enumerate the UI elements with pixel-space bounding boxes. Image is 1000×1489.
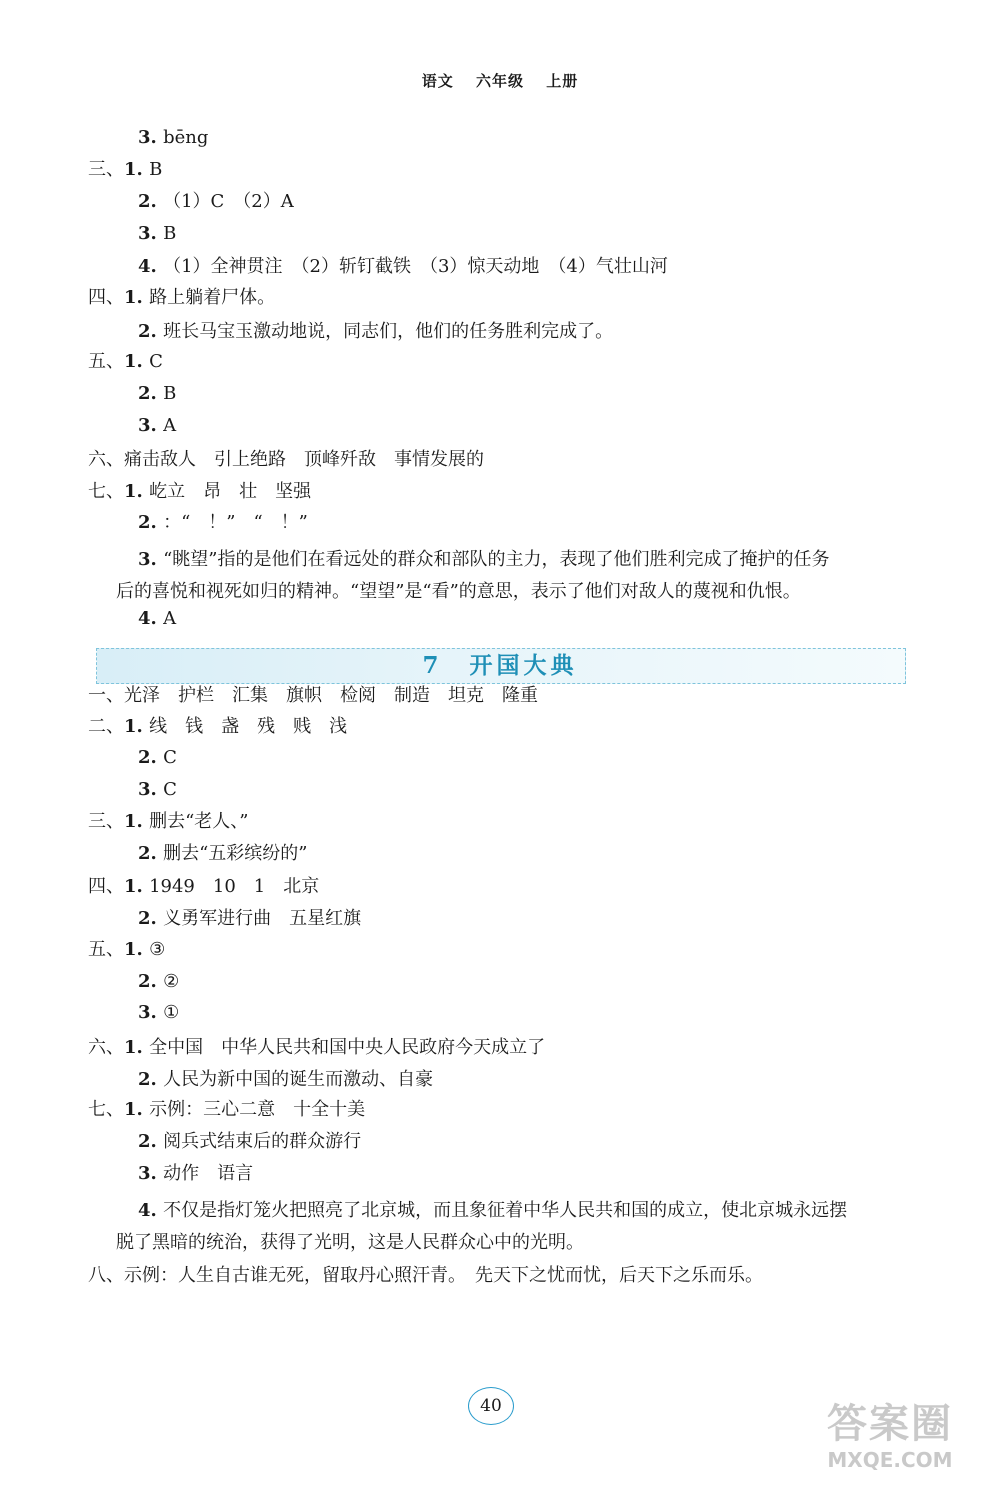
answer-line — [138, 778, 177, 802]
answer-text: 线 钱 盏 残 贱 浅 — [149, 716, 348, 737]
item-number-dot: . — [150, 971, 164, 992]
answer-line — [138, 548, 829, 572]
answer-text: C — [149, 351, 163, 372]
answer-text: 阅兵式结束后的群众游行 — [163, 1131, 362, 1152]
item-number: 1 — [124, 351, 137, 372]
question-label: 三、 — [88, 811, 124, 832]
answer-line — [88, 1098, 365, 1122]
answer-text: 班长马宝玉激动地说，同志们，他们的任务胜利完成了。 — [163, 321, 614, 342]
item-number: 3 — [138, 127, 151, 148]
item-number: 1 — [124, 811, 137, 832]
answer-line — [88, 875, 319, 899]
answer-text: A — [163, 415, 177, 436]
answer-text: 人民为新中国的诞生而激动、自豪 — [163, 1069, 434, 1090]
answer-text: ② — [163, 971, 180, 992]
question-label: 五、 — [88, 351, 124, 372]
answer-line — [138, 126, 208, 150]
answer-text: 全中国 中华人民共和国中央人民政府今天成立了 — [149, 1037, 546, 1058]
item-number: 2 — [138, 971, 151, 992]
item-number: 1 — [124, 939, 137, 960]
answer-line — [138, 511, 308, 535]
answer-text: 不仅是指灯笼火把照亮了北京城，而且象征着中华人民共和国的成立，使北京城永远摆 — [163, 1200, 848, 1221]
item-number-dot: . — [150, 321, 164, 342]
answer-text: 1949 10 1 北京 — [149, 876, 320, 897]
item-number-dot: . — [150, 779, 164, 800]
item-number-dot: . — [150, 1002, 164, 1023]
section-title: 7 开国大典 — [422, 652, 578, 679]
answer-line — [138, 190, 294, 214]
answer-text: “眺望”指的是他们在看远处的群众和部队的主力，表现了他们胜利完成了掩护的任务 — [163, 549, 830, 570]
item-number-dot: . — [150, 908, 164, 929]
answer-text: 示例：三心二意 十全十美 — [149, 1099, 366, 1120]
question-label: 二、 — [88, 716, 124, 737]
item-number-dot: . — [150, 512, 164, 533]
item-number-dot: . — [150, 191, 164, 212]
question-label: 三、 — [88, 159, 124, 180]
item-number: 4 — [138, 608, 151, 629]
answer-text: 义勇军进行曲 五星红旗 — [163, 908, 362, 929]
answer-text: 后的喜悦和视死如归的精神。“望望”是“看”的意思，表示了他们对敌人的蔑视和仇恨。 — [116, 581, 801, 602]
item-number-dot: . — [150, 747, 164, 768]
item-number-dot: . — [136, 351, 150, 372]
item-number: 3 — [138, 1002, 151, 1023]
answer-text: 删去“老人、” — [149, 811, 249, 832]
question-label: 一、 — [88, 685, 124, 706]
watermark-logo-text: 答案圈 — [827, 1401, 953, 1447]
answer-line — [116, 1231, 584, 1255]
item-number-dot: . — [150, 127, 164, 148]
answer-line — [138, 1199, 847, 1223]
item-number-dot: . — [150, 843, 164, 864]
item-number-dot: . — [150, 256, 164, 277]
question-label: 七、 — [88, 1099, 124, 1120]
header-term: 上册 — [546, 72, 579, 90]
item-number: 1 — [124, 1099, 137, 1120]
answer-line — [138, 842, 307, 866]
question-label: 六、 — [88, 1037, 124, 1058]
item-number: 2 — [138, 512, 151, 533]
answer-line — [138, 1130, 361, 1154]
answer-text: 屹立 昂 壮 坚强 — [149, 481, 312, 502]
answer-line — [138, 222, 176, 246]
item-number-dot: . — [136, 1037, 150, 1058]
answer-line — [88, 286, 275, 310]
item-number-dot: . — [136, 1099, 150, 1120]
item-number-dot: . — [136, 876, 150, 897]
answer-line — [88, 715, 347, 739]
watermark-url: MXQE.COM — [827, 1448, 953, 1472]
answer-line — [138, 255, 668, 279]
answer-text: A — [163, 608, 177, 629]
item-number: 3 — [138, 1163, 151, 1184]
item-number: 2 — [138, 321, 151, 342]
item-number: 2 — [138, 843, 151, 864]
answer-text: 光泽 护栏 汇集 旗帜 检阅 制造 坦克 隆重 — [124, 685, 538, 706]
answer-line — [138, 382, 176, 406]
item-number-dot: . — [136, 811, 150, 832]
page-number: 40 — [468, 1387, 514, 1425]
question-label: 五、 — [88, 939, 124, 960]
item-number: 2 — [138, 908, 151, 929]
watermark-logo — [790, 1400, 990, 1485]
answer-line — [138, 1162, 253, 1186]
item-number: 1 — [124, 876, 137, 897]
question-label: 八、 — [88, 1265, 124, 1286]
answer-line — [138, 607, 176, 631]
question-label: 六、 — [88, 449, 124, 470]
item-number: 2 — [138, 1131, 151, 1152]
item-number: 3 — [138, 223, 151, 244]
item-number: 3 — [138, 415, 151, 436]
item-number: 1 — [124, 287, 137, 308]
item-number-dot: . — [150, 223, 164, 244]
answer-line — [138, 970, 179, 994]
answer-line — [88, 1036, 545, 1060]
item-number-dot: . — [150, 383, 164, 404]
item-number-dot: . — [150, 1069, 164, 1090]
question-label: 七、 — [88, 481, 124, 502]
question-label: 四、 — [88, 287, 124, 308]
item-number: 2 — [138, 747, 151, 768]
answer-text: ③ — [149, 939, 166, 960]
answer-line — [138, 414, 176, 438]
item-number: 3 — [138, 779, 151, 800]
answer-text: （1）全神贯注 （2）斩钉截铁 （3）惊天动地 （4）气壮山河 — [163, 256, 668, 277]
answer-text: 删去“五彩缤纷的” — [163, 843, 308, 864]
answer-line — [138, 1001, 179, 1025]
item-number: 4 — [138, 1200, 151, 1221]
item-number: 1 — [124, 1037, 137, 1058]
answer-line — [88, 684, 538, 708]
answer-line — [88, 448, 484, 472]
answer-text: 示例：人生自古谁无死，留取丹心照汗青。 先天下之忧而忧，后天下之乐而乐。 — [124, 1265, 763, 1286]
answer-text: B — [163, 223, 177, 244]
item-number: 1 — [124, 481, 137, 502]
answer-line — [88, 938, 165, 962]
item-number: 2 — [138, 1069, 151, 1090]
page-header — [0, 70, 1000, 91]
item-number: 2 — [138, 383, 151, 404]
item-number-dot: . — [150, 1131, 164, 1152]
answer-text: B — [163, 383, 177, 404]
item-number-dot: . — [136, 716, 150, 737]
answer-text: （1）C （2）A — [163, 191, 294, 212]
answer-line — [88, 480, 311, 504]
header-subject: 语文 — [421, 72, 454, 90]
answer-text: 痛击敌人 引上绝路 顶峰歼敌 事情发展的 — [124, 449, 484, 470]
answer-line — [116, 580, 801, 604]
item-number-dot: . — [136, 939, 150, 960]
answer-line — [138, 907, 361, 931]
answer-line — [88, 350, 163, 374]
answer-text: 路上躺着尸体。 — [149, 287, 276, 308]
answer-text: 脱了黑暗的统治，获得了光明，这是人民群众心中的光明。 — [116, 1232, 584, 1253]
item-number: 2 — [138, 191, 151, 212]
answer-text: ① — [163, 1002, 180, 1023]
item-number-dot: . — [150, 1200, 164, 1221]
item-number-dot: . — [150, 608, 164, 629]
answer-text: ：“ ！” “ ！” — [163, 512, 308, 533]
answer-text: C — [163, 747, 177, 768]
answer-text: B — [149, 159, 163, 180]
item-number-dot: . — [150, 1163, 164, 1184]
item-number-dot: . — [150, 415, 164, 436]
answer-line — [138, 746, 177, 770]
item-number: 4 — [138, 256, 151, 277]
item-number: 1 — [124, 159, 137, 180]
answer-line — [138, 1068, 433, 1092]
answer-text: bēng — [163, 127, 209, 148]
answer-text: 动作 语言 — [163, 1163, 254, 1184]
answer-line — [138, 320, 613, 344]
header-grade: 六年级 — [475, 72, 524, 90]
answer-text: C — [163, 779, 177, 800]
answer-line — [88, 1264, 763, 1288]
item-number-dot: . — [136, 481, 150, 502]
item-number-dot: . — [136, 287, 150, 308]
item-number-dot: . — [136, 159, 150, 180]
item-number-dot: . — [150, 549, 164, 570]
answer-line — [88, 158, 162, 182]
answer-line — [88, 810, 248, 834]
item-number: 3 — [138, 549, 151, 570]
item-number: 1 — [124, 716, 137, 737]
question-label: 四、 — [88, 876, 124, 897]
